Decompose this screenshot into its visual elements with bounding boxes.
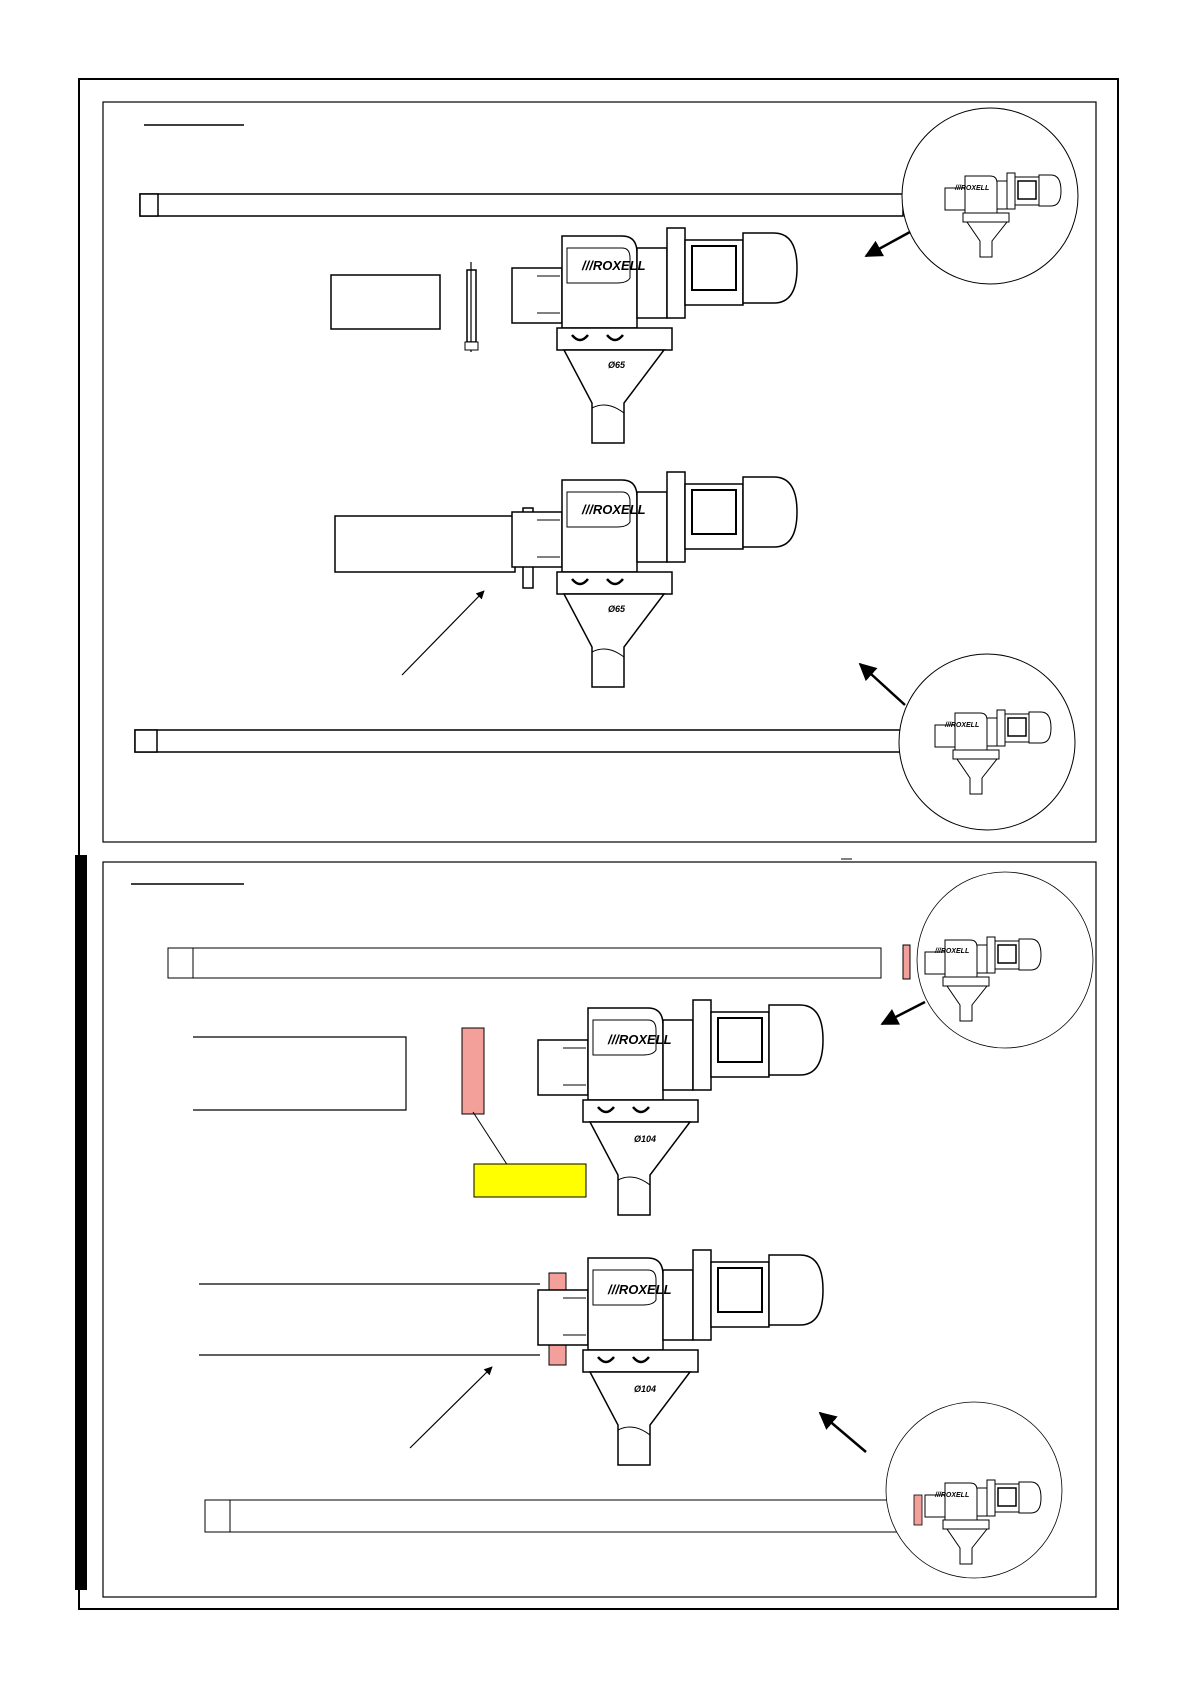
gearmotor-icon	[512, 472, 797, 687]
brand-label: ///ROXELL	[608, 1032, 672, 1047]
auger-tube	[135, 730, 917, 752]
tube-section	[335, 516, 515, 572]
diameter-label: Ø65	[608, 360, 626, 370]
brand-label: ///ROXELL	[608, 1282, 672, 1297]
diameter-label: Ø104	[634, 1134, 657, 1144]
side-bar	[75, 855, 87, 1590]
panel-2	[103, 859, 1096, 1597]
brand-label: ///ROXELL	[582, 502, 646, 517]
arrow-icon	[860, 664, 905, 705]
brand-label: ///ROXELL	[582, 258, 646, 273]
arrow-icon	[820, 1413, 866, 1452]
diameter-label: Ø104	[634, 1384, 657, 1394]
tube-section	[331, 275, 440, 329]
panel-1	[103, 102, 1096, 842]
highlighted-pin	[903, 945, 910, 979]
arrow-icon	[882, 1002, 925, 1024]
callout-leader	[473, 1112, 508, 1166]
highlighted-part	[914, 1495, 922, 1525]
tube-section	[193, 1037, 406, 1110]
gearmotor-icon	[512, 228, 797, 443]
arrow-icon	[410, 1367, 492, 1448]
tube-end	[168, 948, 193, 978]
highlighted-part	[462, 1028, 484, 1114]
yellow-callout-box	[474, 1164, 586, 1197]
tube-end	[140, 194, 158, 216]
tube-end	[205, 1500, 230, 1532]
gearmotor-icon	[538, 1250, 823, 1465]
brand-label: ///ROXELL	[935, 1492, 970, 1499]
brand-label: ///ROXELL	[955, 185, 990, 192]
diameter-label: Ø65	[608, 604, 626, 614]
arrow-icon	[402, 591, 484, 675]
tube-end	[135, 730, 157, 752]
auger-tube	[168, 948, 881, 978]
auger-tube	[140, 194, 903, 216]
brand-label: ///ROXELL	[935, 948, 970, 955]
auger-tube	[205, 1500, 915, 1532]
arrow-icon	[866, 232, 910, 256]
brand-label: ///ROXELL	[945, 722, 980, 729]
